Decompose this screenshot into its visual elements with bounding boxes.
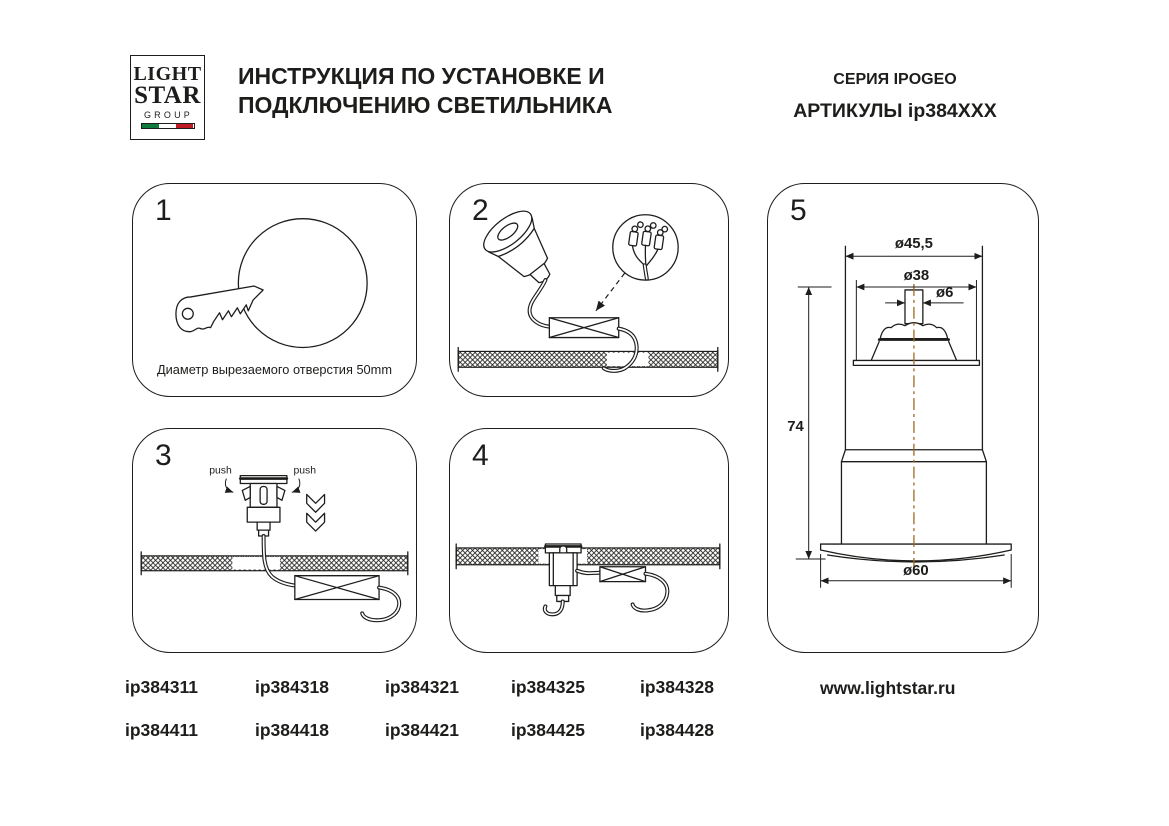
article-number: ip384328	[640, 677, 714, 697]
terminal-detail-circle	[613, 215, 678, 281]
series-name: СЕРИЯ IPOGEO	[833, 71, 957, 88]
article-number: ip384425	[511, 720, 585, 740]
luminaire	[477, 204, 568, 298]
push-arrow-right	[292, 479, 300, 493]
luminaire	[545, 544, 581, 601]
step-number: 1	[155, 194, 172, 227]
step1-caption: Диаметр вырезаемого отверстия 50mm	[156, 362, 392, 377]
panel-step-3	[132, 428, 417, 653]
article-number: ip384325	[511, 677, 585, 697]
press-down-arrow	[307, 494, 325, 531]
mounting-surface	[141, 552, 408, 575]
spring-clip-left	[242, 486, 250, 500]
fixture-outline	[821, 246, 1012, 562]
spring-clip-right	[277, 486, 285, 500]
panel-step-1	[132, 183, 417, 397]
step-number: 5	[790, 194, 807, 227]
title-line-2: ПОДКЛЮЧЕНИЮ СВЕТИЛЬНИКА	[238, 92, 613, 118]
dim-6	[885, 285, 963, 303]
articles-mask: АРТИКУЛЫ ip384XXX	[793, 100, 997, 122]
italian-flag-stripe	[141, 123, 195, 129]
dim-label-60: ø60	[903, 562, 929, 579]
step5-dimension-drawing	[768, 184, 1038, 652]
lightstar-logo	[130, 55, 205, 140]
push-label-right: push	[293, 465, 317, 477]
panel-step-4	[449, 428, 729, 653]
website-url: www.lightstar.ru	[820, 678, 956, 698]
article-number: ip384421	[385, 720, 459, 740]
hand-saw	[176, 286, 263, 332]
push-label-left: push	[209, 465, 232, 477]
flag-red	[176, 124, 193, 128]
article-number: ip384418	[255, 720, 329, 740]
dim-label-74: 74	[787, 418, 804, 435]
article-number: ip384318	[255, 677, 329, 697]
step2-drawing-wiring	[450, 184, 728, 396]
step3-drawing-insert	[133, 429, 416, 652]
junction-box	[600, 567, 646, 582]
logo-word-light: LIGHT	[133, 63, 202, 85]
logo-word-star: STAR	[134, 82, 201, 109]
mounting-surface	[456, 544, 720, 569]
article-number: ip384428	[640, 720, 714, 740]
page-title	[238, 62, 612, 120]
dim-label-45-5: ø45,5	[894, 236, 933, 253]
logo-word-group: GROUP	[143, 109, 193, 120]
panel-step-2	[449, 183, 729, 397]
article-number: ip384411	[125, 720, 198, 740]
saw-handle-hole	[182, 308, 193, 319]
step-number: 3	[155, 439, 172, 472]
luminaire	[240, 476, 287, 536]
flag-white	[159, 124, 176, 128]
dim-45-5	[845, 236, 982, 256]
step-number: 2	[472, 194, 489, 227]
junction-box	[549, 318, 618, 338]
panel-step-5	[767, 183, 1039, 653]
dim-label-38: ø38	[903, 268, 930, 285]
flag-green	[142, 124, 159, 128]
step-number: 4	[472, 439, 489, 472]
dim-label-6: ø6	[936, 284, 954, 301]
junction-box	[295, 576, 379, 600]
flange	[853, 360, 979, 365]
mounting-surface	[458, 347, 718, 371]
cut-circle	[238, 219, 367, 348]
series-block	[775, 71, 1015, 123]
step4-drawing-installed	[450, 429, 728, 652]
detail-pointer-arrow	[596, 273, 625, 311]
article-number: ip384321	[385, 677, 459, 697]
article-number: ip384311	[125, 677, 198, 697]
push-arrow-left	[225, 479, 233, 493]
dim-74	[787, 287, 831, 559]
title-line-1: ИНСТРУКЦИЯ ПО УСТАНОВКЕ И	[238, 63, 605, 89]
